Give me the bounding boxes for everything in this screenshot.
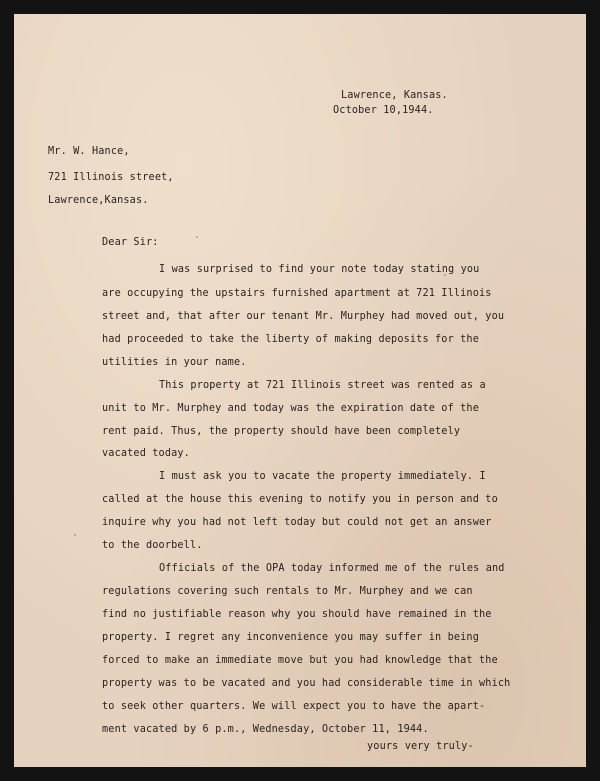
paragraph-4-line: regulations covering such rentals to Mr. Murphey and we can (102, 586, 473, 597)
letter-place: Lawrence, Kansas. (341, 90, 448, 101)
paragraph-1-line: street and, that after our tenant Mr. Murphey had moved out, you (102, 311, 505, 322)
paragraph-3-line: I must ask you to vacate the property immediately. I (159, 471, 486, 482)
paragraph-1-line: utilities in your name. (102, 357, 247, 368)
recipient-name: Mr. W. Hance, (48, 146, 130, 157)
closing: yours very truly- (367, 741, 474, 752)
paragraph-4-line: property was to be vacated and you had considerable time in which (102, 678, 511, 689)
salutation: Dear Sir: (102, 237, 159, 248)
paragraph-4-line: Officials of the OPA today informed me of the rules and (159, 563, 505, 574)
paragraph-2-line: rent paid. Thus, the property should have been completely (102, 426, 461, 437)
paragraph-4-line: ment vacated by 6 p.m., Wednesday, October 11, 1944. (102, 724, 429, 735)
recipient-city: Lawrence,Kansas. (48, 195, 149, 206)
paragraph-3-line: to the doorbell. (102, 540, 203, 551)
paper-speck (74, 534, 76, 536)
paragraph-4-line: property. I regret any inconvenience you may suffer in being (102, 632, 480, 643)
letter-page (14, 14, 586, 767)
paragraph-1-line: I was surprised to find your note today stating you (159, 264, 480, 275)
paragraph-4-line: forced to make an immediate move but you had knowledge that the (102, 655, 498, 666)
paragraph-2-line: unit to Mr. Murphey and today was the expiration date of the (102, 403, 480, 414)
paper-speck (196, 236, 198, 238)
paragraph-4-line: to seek other quarters. We will expect you to have the apart- (102, 701, 486, 712)
letter-date: October 10,1944. (333, 105, 434, 116)
paragraph-2-line: This property at 721 Illinois street was rented as a (159, 380, 486, 391)
paragraph-3-line: called at the house this evening to notify you in person and to (102, 494, 498, 505)
paragraph-2-line: vacated today. (102, 448, 190, 459)
recipient-street: 721 Illinois street, (48, 172, 174, 183)
paragraph-4-line: find no justifiable reason why you should have remained in the (102, 609, 492, 620)
paragraph-1-line: had proceeded to take the liberty of making deposits for the (102, 334, 480, 345)
paragraph-3-line: inquire why you had not left today but could not get an answer (102, 517, 492, 528)
paragraph-1-line: are occupying the upstairs furnished apartment at 721 Illinois (102, 288, 492, 299)
